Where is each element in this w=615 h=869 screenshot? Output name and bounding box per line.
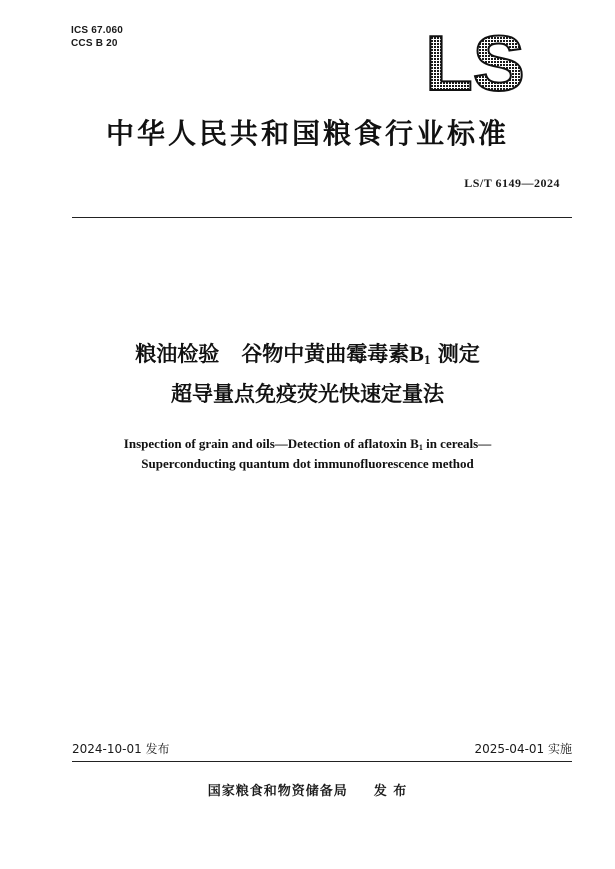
en-title-subscript: 1	[418, 443, 423, 452]
title-part-2-suffix: 测定	[437, 342, 480, 366]
b-subscript: 1	[423, 352, 431, 367]
date-row	[72, 740, 572, 758]
title-part-1: 粮油检验	[135, 342, 220, 366]
logo-text: LS	[425, 28, 525, 94]
en-title-suffix: in cereals—	[422, 436, 492, 451]
chinese-title-line-2: 超导量点免疫荧光快速定量法	[171, 382, 444, 406]
implementation-date: 2025-04-01 实施	[474, 742, 572, 756]
issuer-name: 国家粮食和物资储备局	[207, 784, 348, 799]
bottom-divider	[72, 761, 572, 762]
english-title-line-2: Superconducting quantum dot immunofluorescence method	[141, 456, 474, 471]
en-title-prefix: Inspection of grain and oils—Detection of aflatoxin B	[123, 436, 419, 451]
ls-logo	[425, 28, 525, 94]
ics-code: ICS 67.060	[71, 25, 124, 36]
issuer-line	[0, 780, 615, 799]
ccs-code: CCS B 20	[71, 38, 118, 49]
issuing-body-title: 中华人民共和国粮食行业标准	[105, 117, 509, 150]
b-letter: B	[409, 341, 424, 366]
title-part-2-prefix: 谷物中黄曲霉毒素	[241, 342, 410, 366]
top-divider	[72, 217, 572, 218]
classification-codes	[71, 24, 123, 50]
ls-logo-graphic	[425, 28, 525, 94]
issuer-action: 发 布	[373, 784, 408, 799]
b1-label	[409, 341, 430, 366]
issue-date: 2024-10-01 发布	[72, 742, 170, 756]
standard-number: LS/T 6149—2024	[464, 176, 560, 190]
chinese-title-line-1	[0, 337, 615, 377]
